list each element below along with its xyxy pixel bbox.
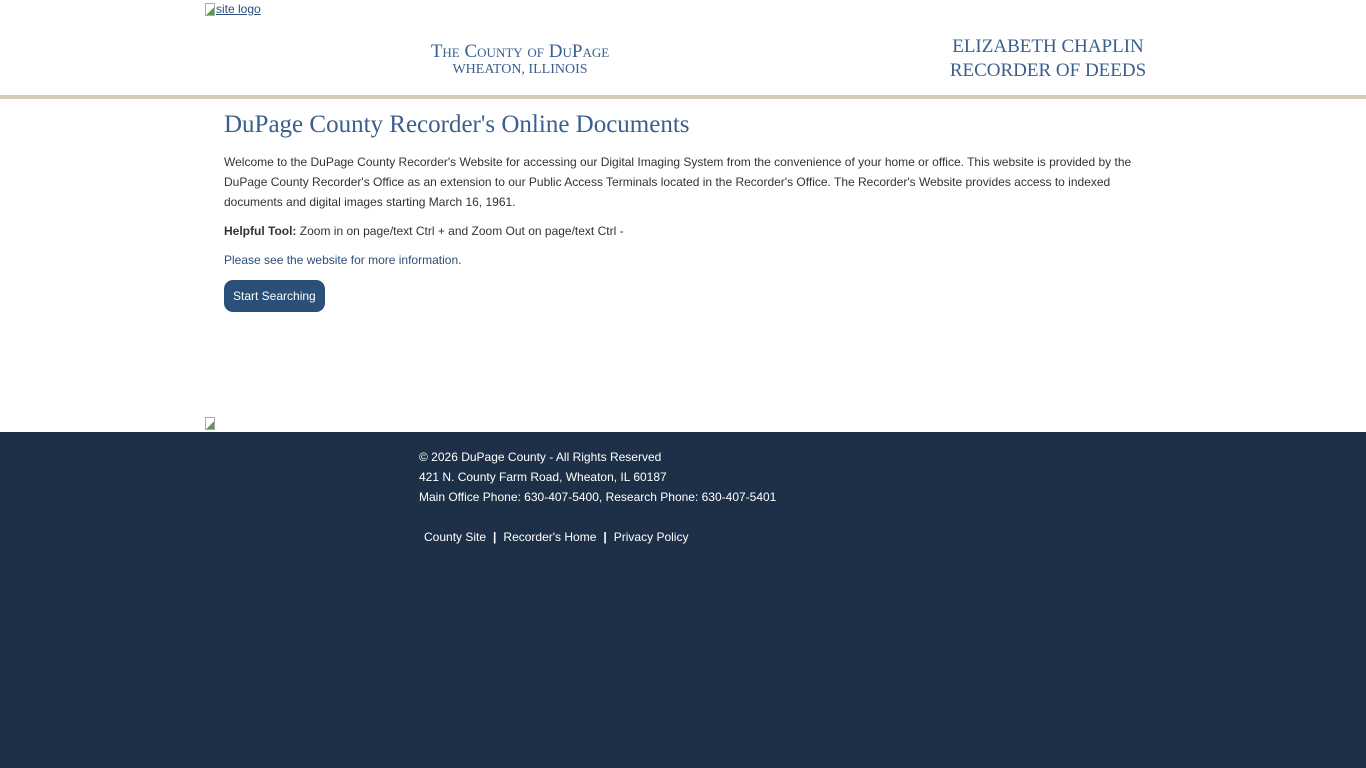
separator: | — [603, 530, 607, 544]
more-info-link[interactable]: Please see the website for more information — [224, 253, 459, 267]
footer-address: 421 N. County Farm Road, Wheaton, IL 60187 — [419, 470, 667, 484]
footer-image-icon — [205, 417, 215, 430]
privacy-policy-link[interactable]: Privacy Policy — [613, 530, 689, 544]
footer-phones: Main Office Phone: 630-407-5400, Research Phone: 630-407-5401 — [419, 490, 777, 504]
county-heading — [400, 42, 640, 78]
broken-image-icon — [205, 3, 215, 16]
info-paragraph — [224, 250, 1144, 270]
main-content — [224, 110, 1144, 312]
info-suffix: . — [458, 253, 462, 267]
footer-copyright: © 2026 DuPage County - All Rights Reserved — [419, 450, 662, 464]
header — [0, 0, 1366, 99]
footer-links — [419, 527, 776, 547]
helpful-tool-label: Helpful Tool: — [224, 224, 297, 238]
county-location: WHEATON, ILLINOIS — [452, 62, 588, 77]
recorder-heading — [930, 35, 1166, 83]
site-logo-alt: site logo — [216, 2, 261, 16]
recorder-name: ELIZABETH CHAPLIN — [952, 36, 1144, 57]
intro-text: Welcome to the DuPage County Recorder's Website for accessing our Digital Imaging System from the convenience of your home or office. This website is provided by the DuPage County Recorder's Office as an extension to our Public Access Terminals located in the Recorder's Office. The Recorder's Website provides access to indexed documents and digital images starting March 16, 1961. — [224, 155, 1132, 209]
county-site-link[interactable]: County Site — [424, 530, 487, 544]
recorder-title: RECORDER OF DEEDS — [949, 60, 1147, 81]
county-name: The County of DuPage — [430, 41, 610, 62]
helpful-tool-text: Zoom in on page/text Ctrl + and Zoom Out on page/text Ctrl - — [296, 224, 624, 238]
footer — [419, 447, 776, 547]
helpful-tool — [224, 221, 1144, 241]
site-logo-link[interactable] — [205, 2, 261, 16]
page-title: DuPage County Recorder's Online Documents — [224, 111, 690, 138]
recorders-home-link[interactable]: Recorder's Home — [503, 530, 597, 544]
start-searching-button[interactable]: Start Searching — [224, 280, 325, 312]
separator: | — [493, 530, 497, 544]
